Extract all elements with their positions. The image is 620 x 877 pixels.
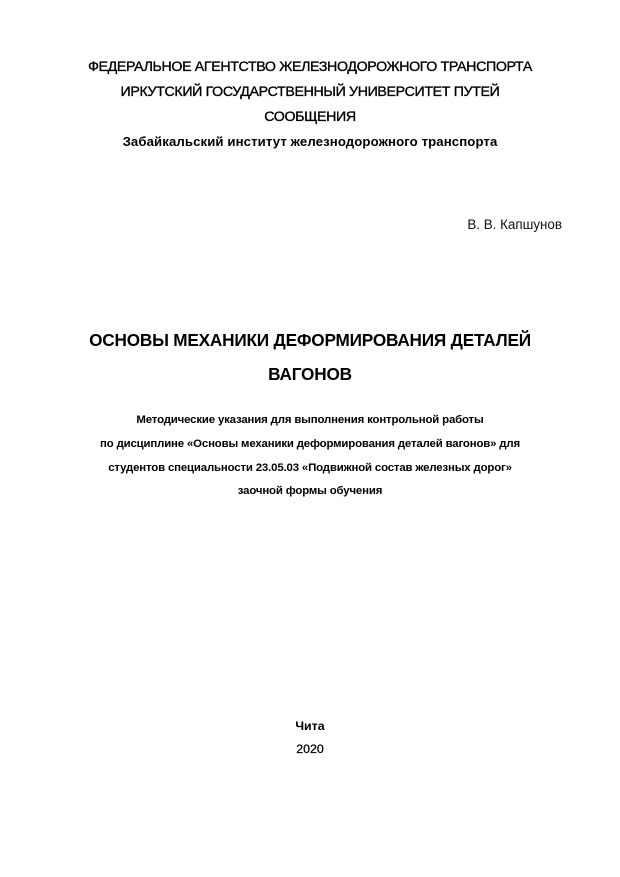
publication-city: Чита xyxy=(295,719,325,733)
document-title-line-1: ОСНОВЫ МЕХАНИКИ ДЕФОРМИРОВАНИЯ ДЕТАЛЕЙ xyxy=(89,330,531,350)
institute-name: Забайкальский институт железнодорожного транспорта xyxy=(122,134,498,149)
document-title-line-2: ВАГОНОВ xyxy=(268,364,352,384)
university-name-line-2: СООБЩЕНИЯ xyxy=(264,109,356,125)
university-name-line-1: ИРКУТСКИЙ ГОСУДАРСТВЕННЫЙ УНИВЕРСИТЕТ ПУТЕЙ xyxy=(120,84,500,100)
author-name: В. В. Капшунов xyxy=(467,217,562,232)
description-line-1: Методические указания для выполнения контрольной работы xyxy=(136,414,484,426)
description-line-4: заочной формы обучения xyxy=(237,485,383,497)
description-line-3: студентов специальности 23.05.03 «Подвижной состав железных дорог» xyxy=(108,462,512,474)
publication-year: 2020 xyxy=(296,742,324,756)
agency-name: ФЕДЕРАЛЬНОЕ АГЕНТСТВО ЖЕЛЕЗНОДОРОЖНОГО ТРАНСПОРТА xyxy=(88,59,532,75)
description-line-2: по дисциплине «Основы механики деформирования деталей вагонов» для xyxy=(100,438,520,450)
